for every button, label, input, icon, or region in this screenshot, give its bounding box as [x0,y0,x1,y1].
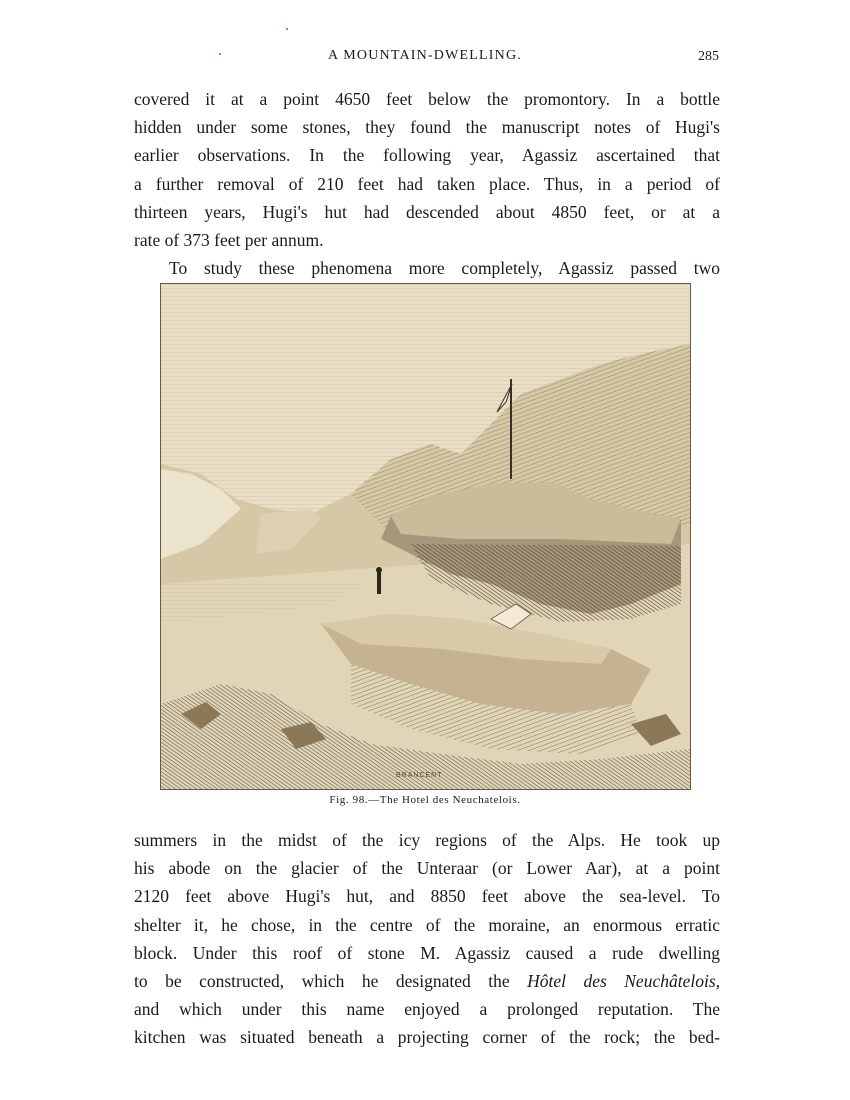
text-line: block. Under this roof of stone M. Agassiz caused a rude dwelling [134,942,720,963]
text-line: thirteen years, Hugi's hut had descended about 4850 feet, or at a [134,201,720,222]
text-line: shelter it, he chose, in the centre of the moraine, an enormous erratic [134,914,720,935]
running-head [0,48,850,68]
text-line: 2120 feet above Hugi's hut, and 8850 feet above the sea-level. To [134,886,720,907]
engraver-signature: BRANCENT [396,772,443,779]
hotel-name-italic: Hôtel des Neuchâtelois, [527,970,721,991]
text-line [134,967,720,995]
text-line: a further removal of 210 feet had taken place. Thus, in a period of [134,173,720,194]
running-title: A MOUNTAIN-DWELLING. [328,48,522,63]
text-line: covered it at a point 4650 feet below the promontory. In a bottle [134,89,720,109]
text-line: earlier observations. In the following year, Agassiz ascertained that [134,145,720,166]
paragraph-top [134,85,720,282]
page-number: 285 [698,49,719,64]
paragraph-bottom [134,826,720,1052]
ink-speck [286,28,288,30]
text-line: rate of 373 feet per annum. [134,229,324,250]
text-run: to be constructed, which he designated the [134,970,528,991]
text-line: summers in the midst of the icy regions of the Alps. He took up [134,830,720,850]
text-line: and which under this name enjoyed a prolonged reputation. The [134,999,720,1020]
text-line: kitchen was situated beneath a projecting corner of the rock; the bed- [134,1027,720,1048]
paragraph-opening-line: To study these phenomena more completely, Agassiz passed two [169,258,720,279]
figure-caption: Fig. 98.—The Hotel des Neuchatelois. [329,794,521,806]
text-line: his abode on the glacier of the Unteraar (or Lower Aar), at a point [134,858,720,879]
engraving-illustration [160,283,691,790]
text-line: hidden under some stones, they found the manuscript notes of Hugi's [134,117,720,138]
